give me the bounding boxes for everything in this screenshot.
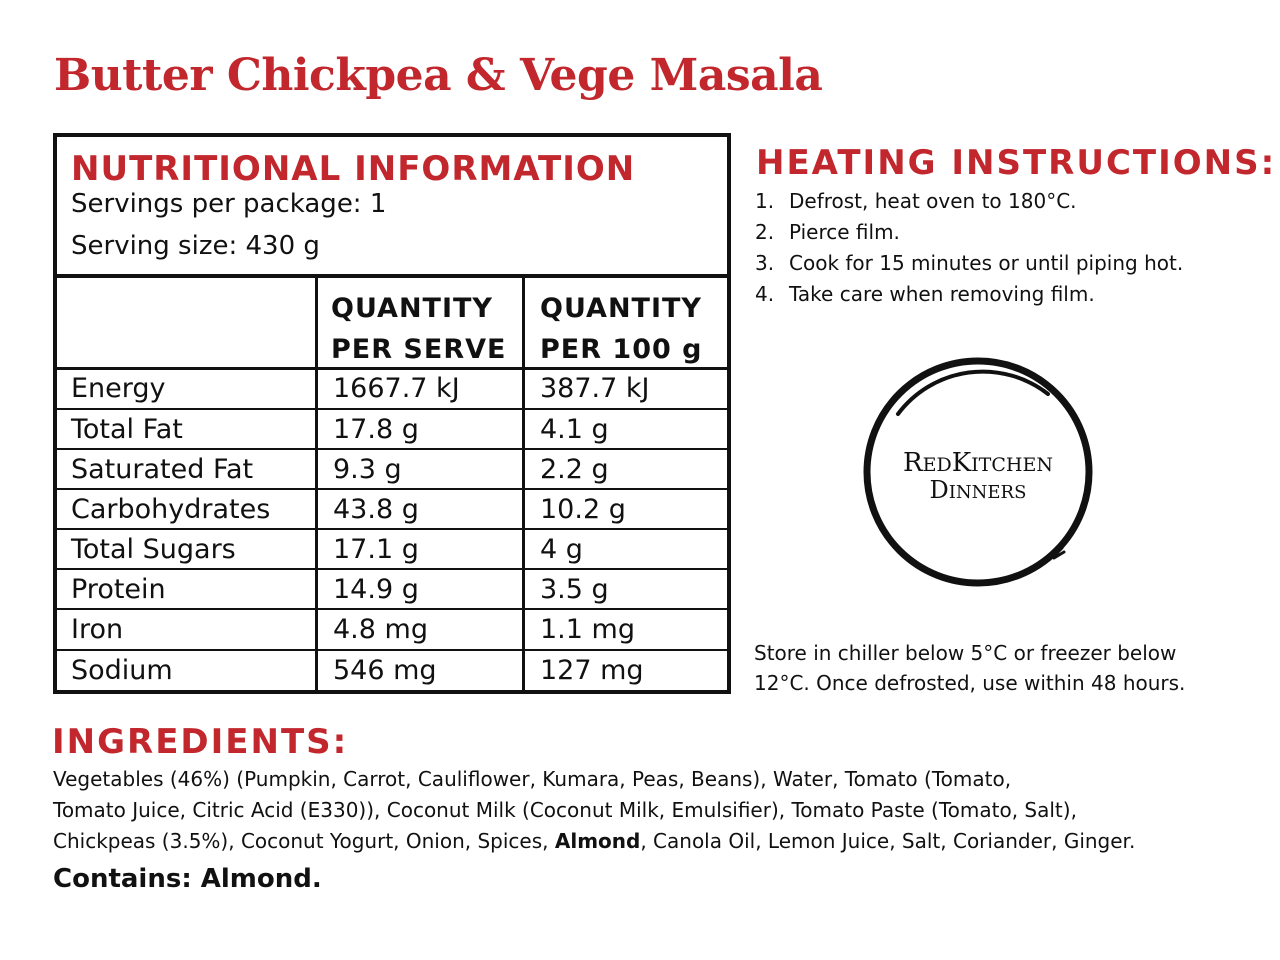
column-divider	[522, 278, 525, 690]
storage-instructions	[754, 638, 1185, 698]
nutrient-name: Carbohydrates	[71, 494, 271, 525]
nutrient-name: Total Fat	[71, 414, 183, 445]
nutrient-per-100g: 1.1 mg	[540, 614, 635, 645]
ingredients-segment: , Canola Oil, Lemon Juice, Salt, Coriander, Ginger.	[640, 829, 1136, 853]
nutrient-per-serve: 43.8 g	[333, 494, 419, 525]
nutrition-heading: NUTRITIONAL INFORMATION	[71, 149, 636, 189]
ingredients-text	[53, 764, 1135, 857]
nutrient-per-serve: 14.9 g	[333, 574, 419, 605]
heating-heading: HEATING INSTRUCTIONS:	[756, 143, 1277, 183]
logo-letter: K	[951, 448, 972, 478]
storage-line: Store in chiller below 5°C or freezer below	[754, 641, 1177, 665]
step-number: 4.	[755, 282, 775, 306]
nutrient-per-100g: 2.2 g	[540, 454, 609, 485]
step-number: 2.	[755, 220, 775, 244]
nutrient-per-100g: 387.7 kJ	[540, 373, 650, 404]
product-title: Butter Chickpea & Vege Masala	[54, 50, 823, 101]
ingredients-line: Tomato Juice, Citric Acid (E330)), Coconut Milk (Coconut Milk, Emulsifier), Tomato Paste (Tomato, Salt),	[53, 798, 1077, 822]
logo-letter: R	[903, 448, 923, 478]
nutrient-per-serve: 9.3 g	[333, 454, 402, 485]
nutrient-per-100g: 4 g	[540, 534, 583, 565]
nutrition-header	[57, 137, 727, 278]
nutrition-table	[57, 278, 727, 690]
heating-step	[755, 279, 1183, 310]
nutrient-per-serve: 1667.7 kJ	[333, 373, 460, 404]
nutrient-name: Iron	[71, 614, 124, 645]
logo-letters: ED	[922, 454, 952, 476]
column-header-line: QUANTITY	[540, 293, 702, 324]
ingredients-line: Vegetables (46%) (Pumpkin, Carrot, Cauliflower, Kumara, Peas, Beans), Water, Tomato (Tomato,	[53, 767, 1012, 791]
column-header-per-100g	[540, 288, 703, 370]
nutrient-per-serve: 4.8 mg	[333, 614, 428, 645]
column-header-line: QUANTITY	[331, 293, 493, 324]
nutrient-name: Saturated Fat	[71, 454, 254, 485]
step-text: Pierce film.	[789, 220, 900, 244]
column-divider	[315, 278, 318, 690]
ingredients-line	[53, 826, 1135, 857]
serving-size: Serving size: 430 g	[71, 231, 320, 261]
nutrient-per-serve: 17.1 g	[333, 534, 419, 565]
nutrient-per-100g: 4.1 g	[540, 414, 609, 445]
heating-step	[755, 186, 1183, 217]
allergen-highlight: Almond	[554, 829, 641, 853]
nutrient-per-100g: 10.2 g	[540, 494, 626, 525]
step-number: 1.	[755, 189, 775, 213]
heating-step	[755, 217, 1183, 248]
logo-letters: INNERS	[948, 482, 1027, 503]
servings-per-package: Servings per package: 1	[71, 189, 387, 219]
heating-steps	[755, 186, 1183, 310]
nutrient-name: Protein	[71, 574, 166, 605]
brand-logo-line2	[858, 476, 1098, 504]
nutrient-per-serve: 17.8 g	[333, 414, 419, 445]
nutrient-name: Total Sugars	[71, 534, 236, 565]
step-text: Defrost, heat oven to 180°C.	[789, 189, 1077, 213]
nutrient-name: Sodium	[71, 655, 173, 686]
nutrition-panel	[53, 133, 731, 694]
column-header-line: PER 100 g	[540, 334, 703, 365]
allergen-statement: Contains: Almond.	[53, 864, 322, 894]
nutrient-per-100g: 3.5 g	[540, 574, 609, 605]
nutrient-per-serve: 546 mg	[333, 655, 437, 686]
step-text: Take care when removing film.	[789, 282, 1095, 306]
nutrient-name: Energy	[71, 373, 166, 404]
ingredients-segment: Chickpeas (3.5%), Coconut Yogurt, Onion, Spices,	[53, 829, 555, 853]
brand-logo-line1	[858, 448, 1098, 478]
logo-letters: ITCHEN	[971, 454, 1053, 476]
step-text: Cook for 15 minutes or until piping hot.	[789, 251, 1184, 275]
column-header-per-serve	[331, 288, 506, 370]
nutrient-per-100g: 127 mg	[540, 655, 644, 686]
ingredients-heading: INGREDIENTS:	[52, 722, 349, 762]
logo-letter: D	[929, 476, 949, 504]
column-header-line: PER SERVE	[331, 334, 507, 365]
heating-step	[755, 248, 1183, 279]
step-number: 3.	[755, 251, 775, 275]
storage-line: 12°C. Once defrosted, use within 48 hours.	[754, 671, 1186, 695]
